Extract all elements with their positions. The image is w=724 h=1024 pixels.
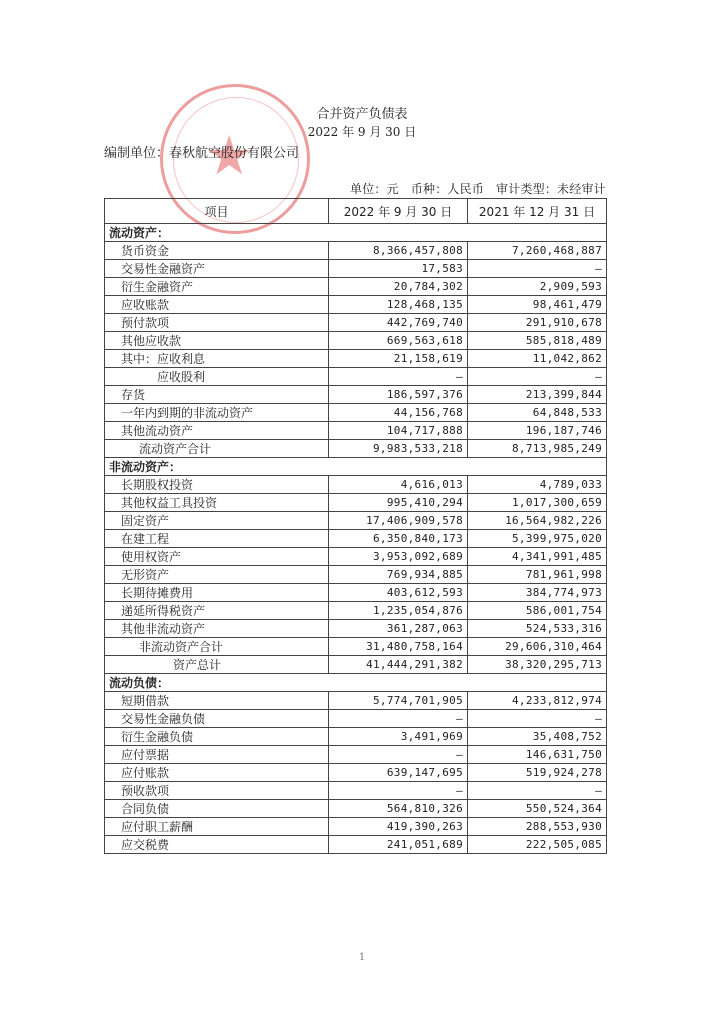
value-2021: – <box>468 710 607 728</box>
value-2022: 564,810,326 <box>329 800 468 818</box>
table-row <box>105 746 607 764</box>
value-2021: 2,909,593 <box>468 278 607 296</box>
value-2022: 44,156,768 <box>329 404 468 422</box>
value-2022: 17,406,909,578 <box>329 512 468 530</box>
value-2021: 291,910,678 <box>468 314 607 332</box>
value-2021: 64,848,533 <box>468 404 607 422</box>
section-label: 流动资产： <box>105 224 607 242</box>
header-col-2022: 2022 年 9 月 30 日 <box>329 199 468 224</box>
preparing-entity: 编制单位：春秋航空股份有限公司 <box>104 146 300 161</box>
table-row <box>105 476 607 494</box>
value-2021: 29,606,310,464 <box>468 638 607 656</box>
table-row <box>105 782 607 800</box>
value-2021: 4,341,991,485 <box>468 548 607 566</box>
value-2022: 4,616,013 <box>329 476 468 494</box>
value-2021: 146,631,750 <box>468 746 607 764</box>
value-2021: 5,399,975,020 <box>468 530 607 548</box>
table-row <box>105 260 607 278</box>
table-row <box>105 584 607 602</box>
value-2021: 384,774,973 <box>468 584 607 602</box>
value-2022: 21,158,619 <box>329 350 468 368</box>
row-label: 资产总计 <box>105 656 329 674</box>
value-2022: 769,934,885 <box>329 566 468 584</box>
value-2022: 5,774,701,905 <box>329 692 468 710</box>
row-label: 应收账款 <box>105 296 329 314</box>
audit-type-label: 审计类型：未经审计 <box>496 182 606 196</box>
table-row <box>105 530 607 548</box>
row-label: 在建工程 <box>105 530 329 548</box>
value-2021: 1,017,300,659 <box>468 494 607 512</box>
row-label: 交易性金融资产 <box>105 260 329 278</box>
row-label: 其他应收款 <box>105 332 329 350</box>
table-row <box>105 800 607 818</box>
value-2022: 186,597,376 <box>329 386 468 404</box>
table-row <box>105 422 607 440</box>
table-row <box>105 332 607 350</box>
value-2021: 7,260,468,887 <box>468 242 607 260</box>
table-row <box>105 620 607 638</box>
value-2021: 196,187,746 <box>468 422 607 440</box>
value-2021: – <box>468 260 607 278</box>
row-label: 交易性金融负债 <box>105 710 329 728</box>
section-row <box>105 458 607 476</box>
section-row <box>105 224 607 242</box>
row-label: 流动资产合计 <box>105 440 329 458</box>
section-label: 流动负债： <box>105 674 607 692</box>
section-label: 非流动资产： <box>105 458 607 476</box>
value-2022: 3,953,092,689 <box>329 548 468 566</box>
header-item: 项目 <box>105 199 329 224</box>
value-2022: 995,410,294 <box>329 494 468 512</box>
value-2022: 8,366,457,808 <box>329 242 468 260</box>
table-row <box>105 512 607 530</box>
unit-label: 单位：元 <box>350 182 399 196</box>
table-row <box>105 278 607 296</box>
value-2021: 11,042,862 <box>468 350 607 368</box>
value-2022: 419,390,263 <box>329 818 468 836</box>
row-label: 长期股权投资 <box>105 476 329 494</box>
value-2021: 4,233,812,974 <box>468 692 607 710</box>
section-row <box>105 674 607 692</box>
value-2021: 38,320,295,713 <box>468 656 607 674</box>
report-date: 2022 年 9 月 30 日 <box>307 125 417 139</box>
value-2022: 104,717,888 <box>329 422 468 440</box>
row-label: 预收款项 <box>105 782 329 800</box>
value-2021: 288,553,930 <box>468 818 607 836</box>
value-2021: 586,001,754 <box>468 602 607 620</box>
row-label: 应付职工薪酬 <box>105 818 329 836</box>
header-col-2021: 2021 年 12 月 31 日 <box>468 199 607 224</box>
row-label: 递延所得税资产 <box>105 602 329 620</box>
value-2021: – <box>468 782 607 800</box>
value-2022: 41,444,291,382 <box>329 656 468 674</box>
value-2021: 35,408,752 <box>468 728 607 746</box>
value-2021: 222,505,085 <box>468 836 607 854</box>
table-row <box>105 836 607 854</box>
row-label: 其中：应收利息 <box>105 350 329 368</box>
balance-sheet-table <box>104 198 607 854</box>
row-label: 应付票据 <box>105 746 329 764</box>
row-label: 存货 <box>105 386 329 404</box>
row-label: 应收股利 <box>105 368 329 386</box>
table-row <box>105 602 607 620</box>
value-2021: 4,789,033 <box>468 476 607 494</box>
value-2022: 128,468,135 <box>329 296 468 314</box>
value-2022: – <box>329 368 468 386</box>
seal-star-icon: ★ <box>205 124 254 187</box>
row-label: 一年内到期的非流动资产 <box>105 404 329 422</box>
value-2022: – <box>329 710 468 728</box>
value-2022: 1,235,054,876 <box>329 602 468 620</box>
value-2022: 9,983,533,218 <box>329 440 468 458</box>
table-row <box>105 386 607 404</box>
value-2021: – <box>468 368 607 386</box>
value-2022: 639,147,695 <box>329 764 468 782</box>
table-row <box>105 296 607 314</box>
value-2022: 17,583 <box>329 260 468 278</box>
value-2022: – <box>329 782 468 800</box>
row-label: 使用权资产 <box>105 548 329 566</box>
value-2021: 585,818,489 <box>468 332 607 350</box>
table-row <box>105 638 607 656</box>
value-2021: 213,399,844 <box>468 386 607 404</box>
table-row <box>105 242 607 260</box>
table-row <box>105 818 607 836</box>
table-row <box>105 404 607 422</box>
row-label: 其他流动资产 <box>105 422 329 440</box>
table-row <box>105 656 607 674</box>
table-header-row <box>105 199 607 224</box>
row-label: 固定资产 <box>105 512 329 530</box>
report-title: 合并资产负债表 <box>316 107 408 122</box>
value-2022: 31,480,758,164 <box>329 638 468 656</box>
row-label: 应付账款 <box>105 764 329 782</box>
row-label: 非流动资产合计 <box>105 638 329 656</box>
value-2022: 6,350,840,173 <box>329 530 468 548</box>
value-2021: 781,961,998 <box>468 566 607 584</box>
table-row <box>105 314 607 332</box>
value-2022: 669,563,618 <box>329 332 468 350</box>
table-row <box>105 710 607 728</box>
table-row <box>105 350 607 368</box>
row-label: 其他权益工具投资 <box>105 494 329 512</box>
row-label: 长期待摊费用 <box>105 584 329 602</box>
row-label: 应交税费 <box>105 836 329 854</box>
value-2021: 524,533,316 <box>468 620 607 638</box>
table-row <box>105 692 607 710</box>
value-2022: 361,287,063 <box>329 620 468 638</box>
currency-label: 币种：人民币 <box>410 182 485 196</box>
table-row <box>105 566 607 584</box>
value-2021: 16,564,982,226 <box>468 512 607 530</box>
table-row <box>105 728 607 746</box>
row-label: 其他非流动资产 <box>105 620 329 638</box>
row-label: 预付款项 <box>105 314 329 332</box>
value-2021: 98,461,479 <box>468 296 607 314</box>
table-row <box>105 548 607 566</box>
value-2022: – <box>329 746 468 764</box>
value-2022: 403,612,593 <box>329 584 468 602</box>
row-label: 货币资金 <box>105 242 329 260</box>
page-number: 1 <box>358 952 366 963</box>
table-row <box>105 764 607 782</box>
table-row <box>105 494 607 512</box>
row-label: 衍生金融负债 <box>105 728 329 746</box>
value-2022: 241,051,689 <box>329 836 468 854</box>
value-2021: 550,524,364 <box>468 800 607 818</box>
value-2022: 20,784,302 <box>329 278 468 296</box>
value-2021: 519,924,278 <box>468 764 607 782</box>
value-2021: 8,713,985,249 <box>468 440 607 458</box>
row-label: 合同负债 <box>105 800 329 818</box>
row-label: 无形资产 <box>105 566 329 584</box>
value-2022: 3,491,969 <box>329 728 468 746</box>
value-2022: 442,769,740 <box>329 314 468 332</box>
table-row <box>105 440 607 458</box>
row-label: 短期借款 <box>105 692 329 710</box>
table-row <box>105 368 607 386</box>
report-meta <box>350 180 612 197</box>
row-label: 衍生金融资产 <box>105 278 329 296</box>
